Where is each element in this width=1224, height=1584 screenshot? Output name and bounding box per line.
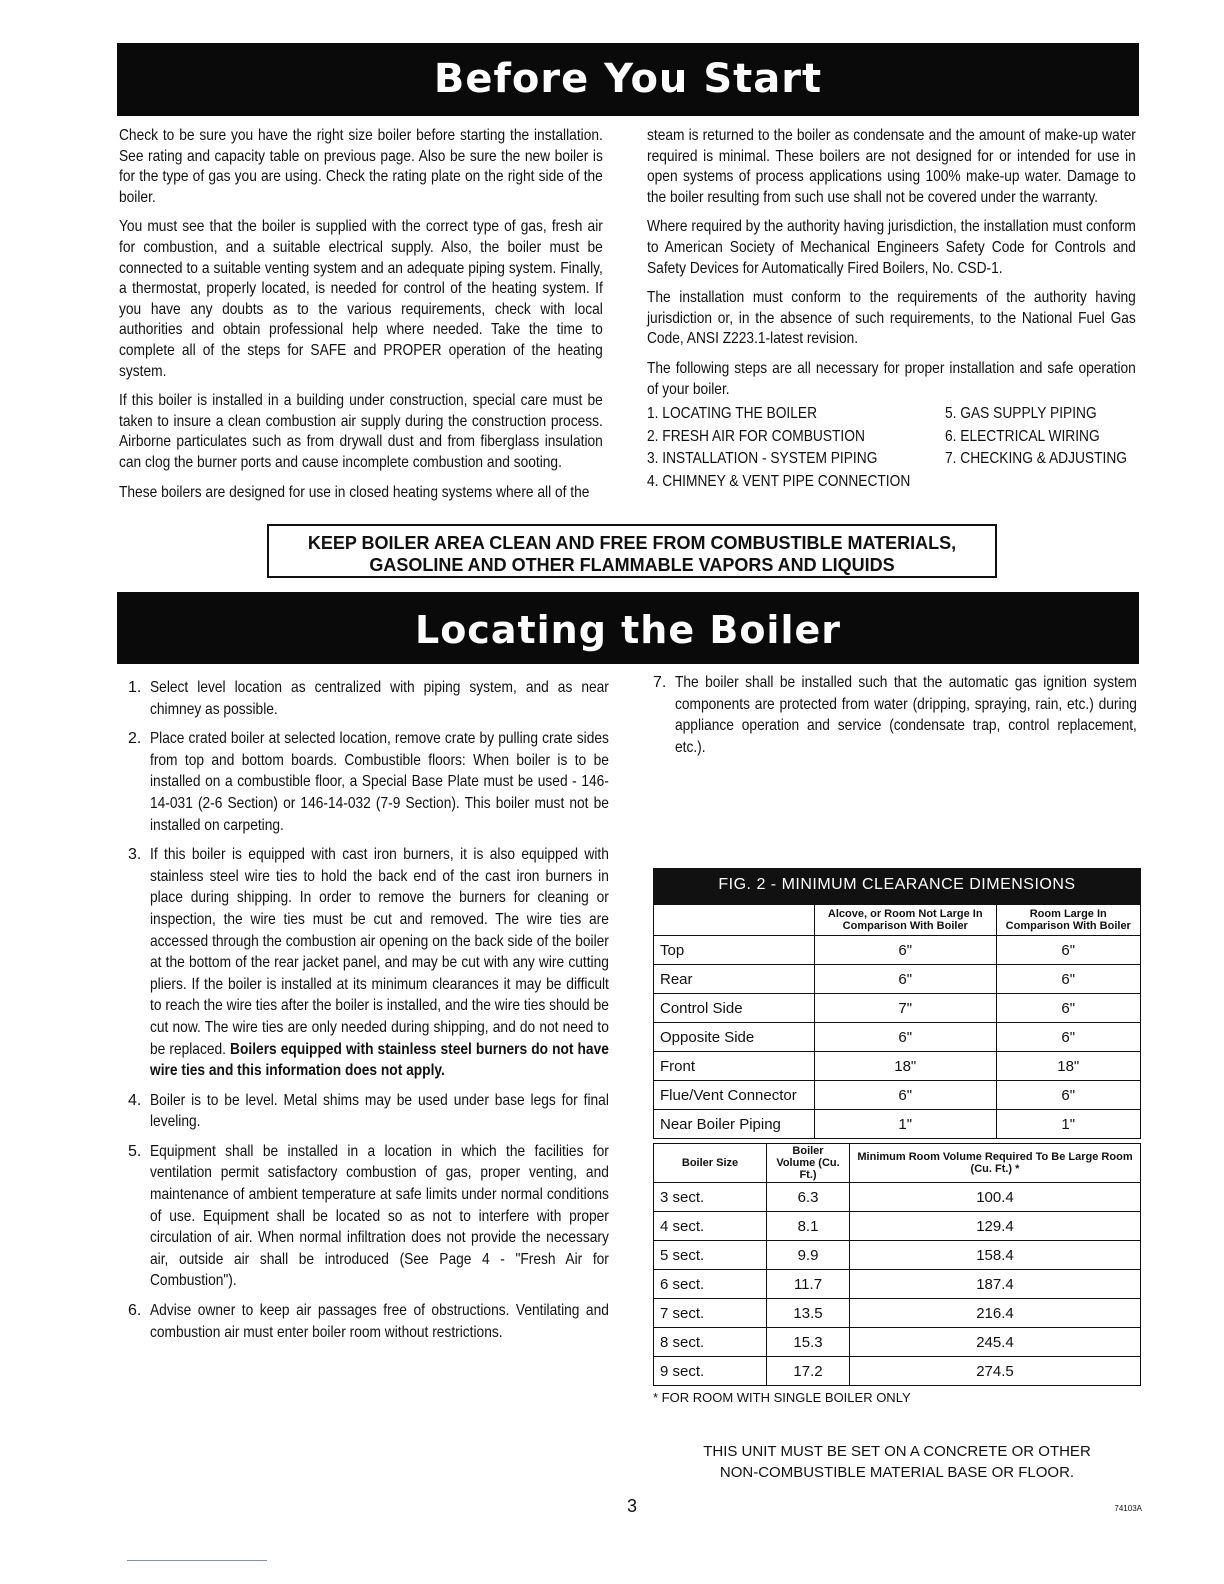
bold-note: Boilers equipped with stainless steel burners do not have wire ties and this information does not apply. bbox=[150, 1040, 609, 1080]
locating-list bbox=[128, 677, 610, 1351]
table-row bbox=[654, 965, 1141, 994]
table-row bbox=[654, 994, 1141, 1023]
table-row bbox=[654, 1212, 1141, 1241]
table-cell: 6.3 bbox=[767, 1183, 850, 1212]
paragraph: These boilers are designed for use in closed heating systems where all of the bbox=[119, 483, 590, 501]
table-cell: Control Side bbox=[654, 994, 815, 1023]
table-row bbox=[654, 1299, 1141, 1328]
table-row bbox=[654, 1328, 1141, 1357]
step-item: 2. FRESH AIR FOR COMBUSTION bbox=[647, 427, 865, 445]
table-row bbox=[654, 1023, 1141, 1052]
before-you-start-banner: Before You Start bbox=[117, 43, 1139, 116]
warning-line: KEEP BOILER AREA CLEAN AND FREE FROM COMBUSTIBLE MATERIALS, bbox=[307, 533, 957, 553]
table-cell: 6" bbox=[996, 1081, 1141, 1110]
paragraph: If this boiler is installed in a building under construction, special care must be taken to insure a clean combustion air supply during the construction process. Airborne particulates such as from drywall dust and from fiberglass insulation can clog the burner ports and cause incomplete combustion and sooting. bbox=[119, 392, 603, 471]
table-cell: 187.4 bbox=[850, 1270, 1141, 1299]
table-cell: 4 sect. bbox=[654, 1212, 767, 1241]
table-cell: 5 sect. bbox=[654, 1241, 767, 1270]
table-cell: Opposite Side bbox=[654, 1023, 815, 1052]
figure-title: FIG. 2 - MINIMUM CLEARANCE DIMENSIONS bbox=[653, 868, 1141, 904]
table-cell: 17.2 bbox=[767, 1357, 850, 1386]
table-cell: 1" bbox=[815, 1110, 997, 1139]
step-item: 1. LOCATING THE BOILER bbox=[647, 405, 818, 423]
table-cell: 7 sect. bbox=[654, 1299, 767, 1328]
column-header: Minimum Room Volume Required To Be Large Room (Cu. Ft.) * bbox=[850, 1144, 1141, 1183]
table-cell: Near Boiler Piping bbox=[654, 1110, 815, 1139]
page-number: 3 bbox=[626, 1496, 637, 1516]
table-cell: 6" bbox=[815, 965, 997, 994]
table-row bbox=[654, 1241, 1141, 1270]
paragraph: You must see that the boiler is supplied with the correct type of gas, fresh air for combustion, and a suitable electrical supply. Also, the boiler must be connected to a suitable venting system and an adequate piping system. Finally, a thermostat, properly located, is needed for control of the heating system. If you have any doubts as to the various requirements, check with local authorities and obtain professional help where needed. Take the time to complete all of the steps for SAFE and PROPER operation of the heating system. bbox=[119, 218, 603, 380]
table-cell: 8 sect. bbox=[654, 1328, 767, 1357]
list-item: 4. Boiler is to be level. Metal shims may be used under base legs for final leveling. bbox=[128, 1091, 609, 1131]
clearance-figure bbox=[653, 868, 1141, 1405]
table-cell: 3 sect. bbox=[654, 1183, 767, 1212]
step-item: 7. CHECKING & ADJUSTING bbox=[945, 450, 1127, 468]
table-cell: Flue/Vent Connector bbox=[654, 1081, 815, 1110]
table-cell: 9.9 bbox=[767, 1241, 850, 1270]
table-cell: 6" bbox=[996, 1023, 1141, 1052]
table-cell: 6" bbox=[815, 1023, 997, 1052]
table-row bbox=[654, 1357, 1141, 1386]
table-row bbox=[654, 1081, 1141, 1110]
before-right-column bbox=[647, 126, 1137, 490]
table-cell: 11.7 bbox=[767, 1270, 850, 1299]
table-cell: 6 sect. bbox=[654, 1270, 767, 1299]
table-cell: 18" bbox=[815, 1052, 997, 1081]
table-cell: 274.5 bbox=[850, 1357, 1141, 1386]
list-item: 7. The boiler shall be installed such that the automatic gas ignition system components are protected from water (dripping, spraying, rain, etc.) during appliance operation and service (condensate trap, control replacement, etc.). bbox=[653, 674, 1137, 756]
warning-line: GASOLINE AND OTHER FLAMMABLE VAPORS AND LIQUIDS bbox=[369, 555, 895, 575]
table-row bbox=[654, 1052, 1141, 1081]
table-cell: Rear bbox=[654, 965, 815, 994]
step-item: 6. ELECTRICAL WIRING bbox=[945, 427, 1100, 445]
table-cell: Top bbox=[654, 936, 815, 965]
table-cell: 6" bbox=[815, 1081, 997, 1110]
list-item: 1. Select level location as centralized with piping system, and as near chimney as possible. bbox=[128, 679, 609, 718]
boiler-volume-table bbox=[653, 1143, 1141, 1386]
table-cell: 6" bbox=[996, 994, 1141, 1023]
table-row bbox=[654, 1270, 1141, 1299]
step-item: 3. INSTALLATION - SYSTEM PIPING bbox=[647, 450, 878, 468]
list-item: 5. Equipment shall be installed in a location in which the facilities for ventilation permit satisfactory combustion of gas, proper venting, and maintenance of ambient temperature at safe limits under normal conditions of use. Equipment shall be located so as not to interfere with proper circulation of air. When normal infiltration does not provide the necessary air, outside air shall be introduced (See Page 4 - "Fresh Air for Combustion"). bbox=[128, 1142, 609, 1290]
table-cell: 245.4 bbox=[850, 1328, 1141, 1357]
table-header-row bbox=[654, 1144, 1141, 1183]
table-footnote: * FOR ROOM WITH SINGLE BOILER ONLY bbox=[653, 1390, 911, 1405]
column-header: Alcove, or Room Not Large In Comparison With Boiler bbox=[815, 905, 997, 936]
document-code: 74103A bbox=[1114, 1504, 1142, 1513]
locating-boiler-banner: Locating the Boiler bbox=[117, 592, 1139, 664]
table-cell: Front bbox=[654, 1052, 815, 1081]
list-item: 2. Place crated boiler at selected location, remove crate by pulling crate sides from top and bottom boards. Combustible floors: When boiler is to be installed on a combustible floor, a Special Base Plate must be used - 146-14-031 (2-6 Section) or 146-14-032 (7-9 Section). This boiler must not be installed on carpeting. bbox=[128, 730, 609, 834]
paragraph: Check to be sure you have the right size boiler before starting the installation. See rating and capacity table on previous page. Also be sure the new boiler is for the type of gas you are using. Check the rating plate on the right side of the boiler. bbox=[119, 127, 603, 206]
table-cell: 129.4 bbox=[850, 1212, 1141, 1241]
paragraph: Where required by the authority having jurisdiction, the installation must conform to American Society of Mechanical Engineers Safety Code for Controls and Safety Devices for Automatically Fired Boilers, No. CSD-1. bbox=[647, 218, 1136, 277]
base-note: THIS UNIT MUST BE SET ON A CONCRETE OR OTHER NON-COMBUSTIBLE MATERIAL BASE OR FLOOR. bbox=[703, 1443, 1091, 1481]
table-cell: 18" bbox=[996, 1052, 1141, 1081]
table-cell: 158.4 bbox=[850, 1241, 1141, 1270]
column-header: Boiler Volume (Cu. Ft.) bbox=[767, 1144, 850, 1183]
list-item: 3. If this boiler is equipped with cast iron burners, it is also equipped with stainless steel wire ties to hold the back end of the cast iron burners in place during shipping. In order to remove the burners for cleaning or inspection, the wire ties must be cut and removed. The wire ties are accessed through the combustion air opening on the back side of the boiler at the bottom of the rear jacket panel, and may be cut with any wire cutting pliers. If the boiler is installed at its minimum clearances it may be difficult to reach the wire ties after the boiler is installed, and the wire ties should be cut now. The wire ties are only needed during shipping, and do not need to be replaced. Boilers equipped with stainless steel burners do not have wire ties and this information does not apply. bbox=[128, 846, 609, 1080]
list-item: 6. Advise owner to keep air passages free of obstructions. Ventilating and combustion air must enter boiler room without restrictions. bbox=[128, 1302, 609, 1341]
table-cell: 15.3 bbox=[767, 1328, 850, 1357]
table-header-row bbox=[654, 905, 1141, 936]
column-header: Room Large In Comparison With Boiler bbox=[996, 905, 1141, 936]
before-left-column bbox=[119, 126, 604, 512]
column-header bbox=[654, 905, 815, 936]
warning-box bbox=[267, 524, 997, 578]
table-cell: 7" bbox=[815, 994, 997, 1023]
divider bbox=[127, 1560, 267, 1561]
table-row bbox=[654, 1183, 1141, 1212]
table-row bbox=[654, 1110, 1141, 1139]
step-item: 4. CHIMNEY & VENT PIPE CONNECTION bbox=[647, 472, 911, 490]
column-header: Boiler Size bbox=[654, 1144, 767, 1183]
step-item: 5. GAS SUPPLY PIPING bbox=[945, 405, 1097, 423]
paragraph: steam is returned to the boiler as condensate and the amount of make-up water required is minimal. These boilers are not designed for or intended for use in open systems of process applications using 100% make-up water. Damage to the boiler resulting from such use shall not be covered under the warranty. bbox=[647, 127, 1136, 206]
table-cell: 1" bbox=[996, 1110, 1141, 1139]
table-cell: 100.4 bbox=[850, 1183, 1141, 1212]
table-cell: 216.4 bbox=[850, 1299, 1141, 1328]
table-cell: 8.1 bbox=[767, 1212, 850, 1241]
paragraph: The following steps are all necessary for proper installation and safe operation of your boiler. bbox=[647, 359, 1136, 398]
table-cell: 9 sect. bbox=[654, 1357, 767, 1386]
table-cell: 6" bbox=[815, 936, 997, 965]
paragraph: The installation must conform to the requirements of the authority having jurisdiction or, in the absence of such requirements, to the National Fuel Gas Code, ANSI Z223.1-latest revision. bbox=[647, 289, 1136, 348]
table-cell: 6" bbox=[996, 936, 1141, 965]
locating-list-right bbox=[653, 672, 1138, 766]
table-row bbox=[654, 936, 1141, 965]
table-cell: 13.5 bbox=[767, 1299, 850, 1328]
table-cell: 6" bbox=[996, 965, 1141, 994]
clearance-table bbox=[653, 904, 1141, 1139]
